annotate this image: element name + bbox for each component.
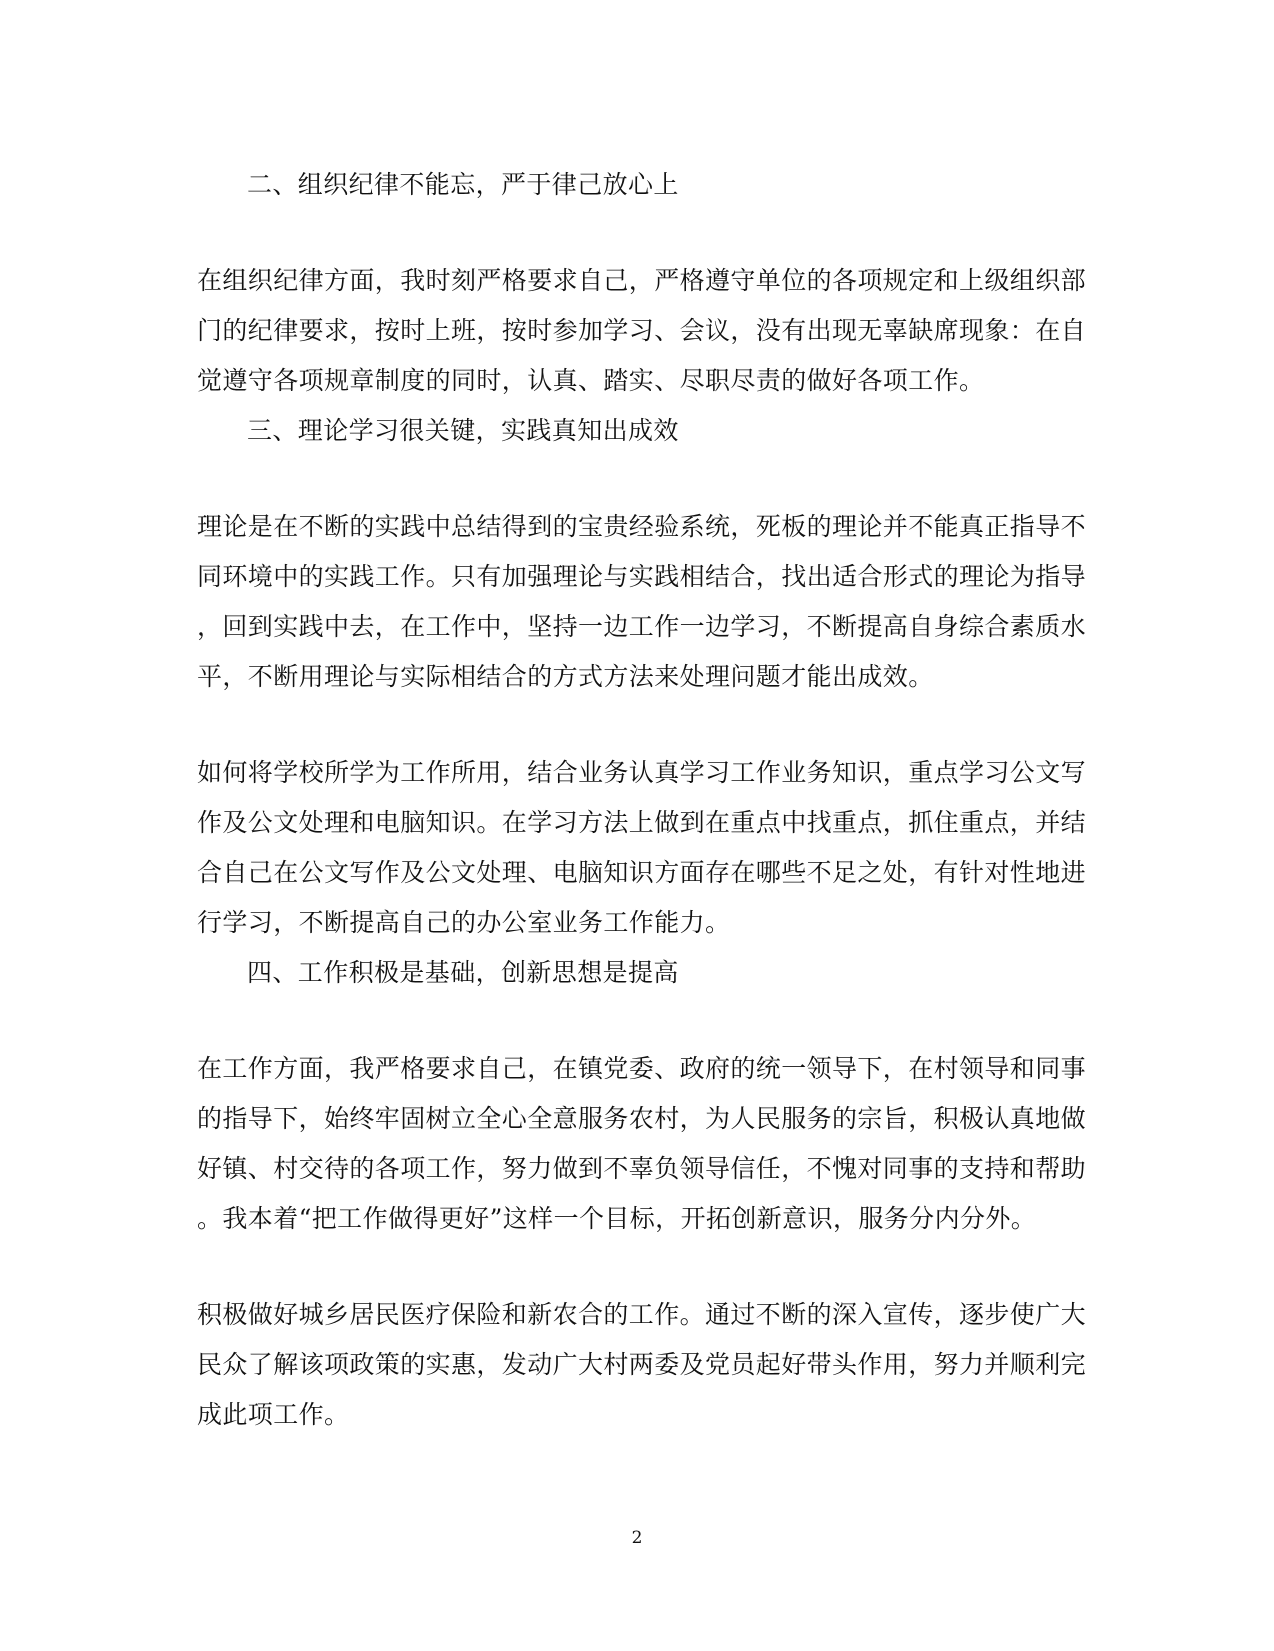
text-line: 的指导下，始终牢固树立全心全意服务农村，为人民服务的宗旨，积极认真地做 — [197, 1104, 1087, 1133]
text-line: 民众了解该项政策的实惠，发动广大村两委及党员起好带头作用，努力并顺利完 — [197, 1350, 1087, 1379]
text-line: 积极做好城乡居民医疗保险和新农合的工作。通过不断的深入宣传，逐步使广大 — [197, 1300, 1087, 1329]
text-line: 平，不断用理论与实际相结合的方式方法来处理问题才能出成效。 — [197, 662, 934, 691]
text-line: 成此项工作。 — [197, 1400, 350, 1429]
paragraph-discipline — [197, 256, 1087, 406]
paragraph-insurance — [197, 1290, 1087, 1440]
text-line: 。我本着“把工作做得更好”这样一个目标，开拓创新意识，服务分内分外。 — [197, 1204, 1037, 1233]
section-heading-3: 三、理论学习很关键，实践真知出成效 — [247, 416, 679, 445]
text-line: 好镇、村交待的各项工作，努力做到不辜负领导信任，不愧对同事的支持和帮助 — [197, 1154, 1087, 1183]
section-heading-4: 四、工作积极是基础，创新思想是提高 — [247, 958, 679, 987]
text-line: 觉遵守各项规章制度的同时，认真、踏实、尽职尽责的做好各项工作。 — [197, 366, 985, 395]
text-line: 合自己在公文写作及公文处理、电脑知识方面存在哪些不足之处，有针对性地进 — [197, 858, 1087, 887]
paragraph-gap — [197, 1244, 1077, 1290]
paragraph-study — [197, 748, 1087, 948]
text-line: 门的纪律要求，按时上班，按时参加学习、会议，没有出现无辜缺席现象：在自 — [197, 316, 1087, 345]
paragraph-theory — [197, 502, 1087, 702]
paragraph-gap — [197, 456, 1077, 502]
text-line: 如何将学校所学为工作所用，结合业务认真学习工作业务知识，重点学习公文写 — [197, 758, 1087, 787]
text-line: 行学习，不断提高自己的办公室业务工作能力。 — [197, 908, 731, 937]
document-body — [197, 160, 1087, 1440]
paragraph-work — [197, 1044, 1087, 1244]
text-line: 理论是在不断的实践中总结得到的宝贵经验系统，死板的理论并不能真正指导不 — [197, 512, 1087, 541]
text-line: 同环境中的实践工作。只有加强理论与实践相结合，找出适合形式的理论为指导 — [197, 562, 1087, 591]
section-heading-2: 二、组织纪律不能忘，严于律己放心上 — [247, 170, 679, 199]
text-line: 作及公文处理和电脑知识。在学习方法上做到在重点中找重点，抓住重点，并结 — [197, 808, 1087, 837]
paragraph-gap — [197, 998, 1077, 1044]
paragraph-gap — [197, 210, 1077, 256]
text-line: 在组织纪律方面，我时刻严格要求自己，严格遵守单位的各项规定和上级组织部 — [197, 266, 1087, 295]
page-number: 2 — [631, 1528, 643, 1548]
text-line: ，回到实践中去，在工作中，坚持一边工作一边学习，不断提高自身综合素质水 — [197, 612, 1087, 641]
paragraph-gap — [197, 702, 1077, 748]
text-line: 在工作方面，我严格要求自己，在镇党委、政府的统一领导下，在村领导和同事 — [197, 1054, 1087, 1083]
